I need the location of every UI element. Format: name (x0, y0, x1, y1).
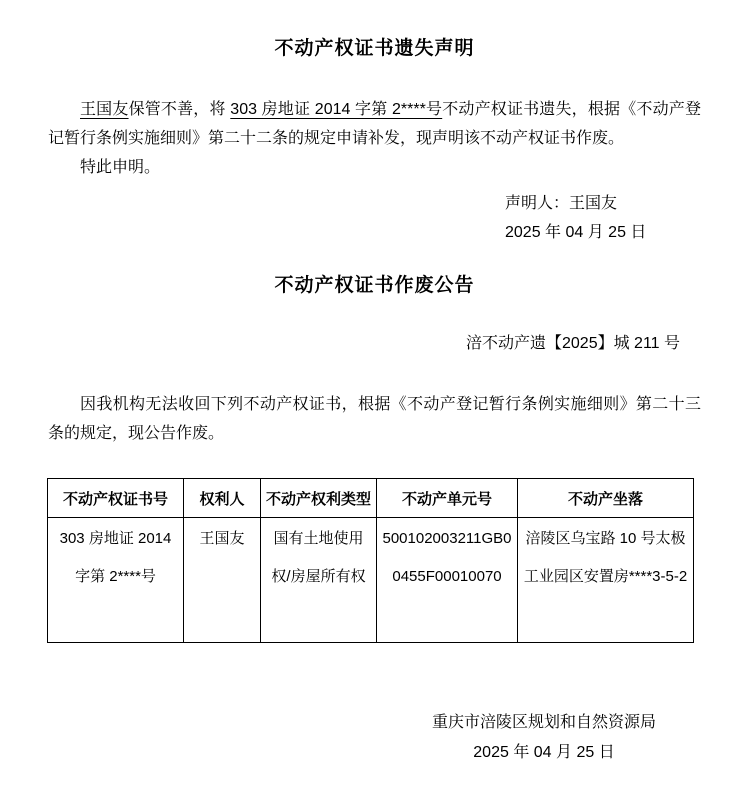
certificate-number-underlined: 303 房地证 2014 字第 2****号 (230, 101, 443, 118)
declaration-text-segment: 不动产权证书遗失，根据《不动产登记暂行条例实施细则》第二十二条的规定申请补发，现声明该不动产权证书作废。 (48, 101, 701, 147)
owner-name-underlined: 王国友 (80, 101, 129, 118)
closing-statement: 特此申明。 (80, 159, 161, 176)
col-header-right-type: 不动产权利类型 (261, 479, 377, 518)
announcement-title: 不动产权证书作废公告 (274, 275, 475, 296)
col-header-unit-number: 不动产单元号 (377, 479, 518, 518)
declaration-signature-block (48, 189, 701, 247)
table-row (48, 518, 694, 643)
announcement-date: 2025 年 04 月 25 日 (473, 744, 615, 761)
cell-unit-number: 500102003211GB00455F00010070 (377, 518, 518, 643)
col-header-location: 不动产坐落 (518, 479, 694, 518)
declaration-date: 2025 年 04 月 25 日 (505, 224, 647, 241)
certificates-table (47, 478, 694, 643)
col-header-right-holder: 权利人 (184, 479, 261, 518)
declaration-text-segment: 保管不善，将 (128, 101, 231, 118)
announcement-paragraph: 因我机构无法收回下列不动产权证书，根据《不动产登记暂行条例实施细则》第二十三条的规定，现公告作废。 (48, 396, 701, 442)
cell-certificate-number: 303 房地证 2014 字第 2****号 (48, 518, 184, 643)
table-header-row (48, 479, 694, 518)
declaration-title: 不动产权证书遗失声明 (274, 38, 475, 59)
issuer-name: 重庆市涪陵区规划和自然资源局 (431, 714, 656, 731)
cell-right-holder: 王国友 (184, 518, 261, 643)
declaration-paragraph (48, 95, 701, 153)
declarant-line: 声明人：王国友 (505, 195, 618, 212)
cell-location: 涪陵区乌宝路 10 号太极工业园区安置房****3-5-2 (518, 518, 694, 643)
doc-number: 涪不动产遗【2025】城 211 号 (466, 335, 680, 352)
cell-right-type: 国有土地使用权/房屋所有权 (261, 518, 377, 643)
issuer-signature-block (430, 708, 658, 768)
col-header-certificate-number: 不动产权证书号 (48, 479, 184, 518)
